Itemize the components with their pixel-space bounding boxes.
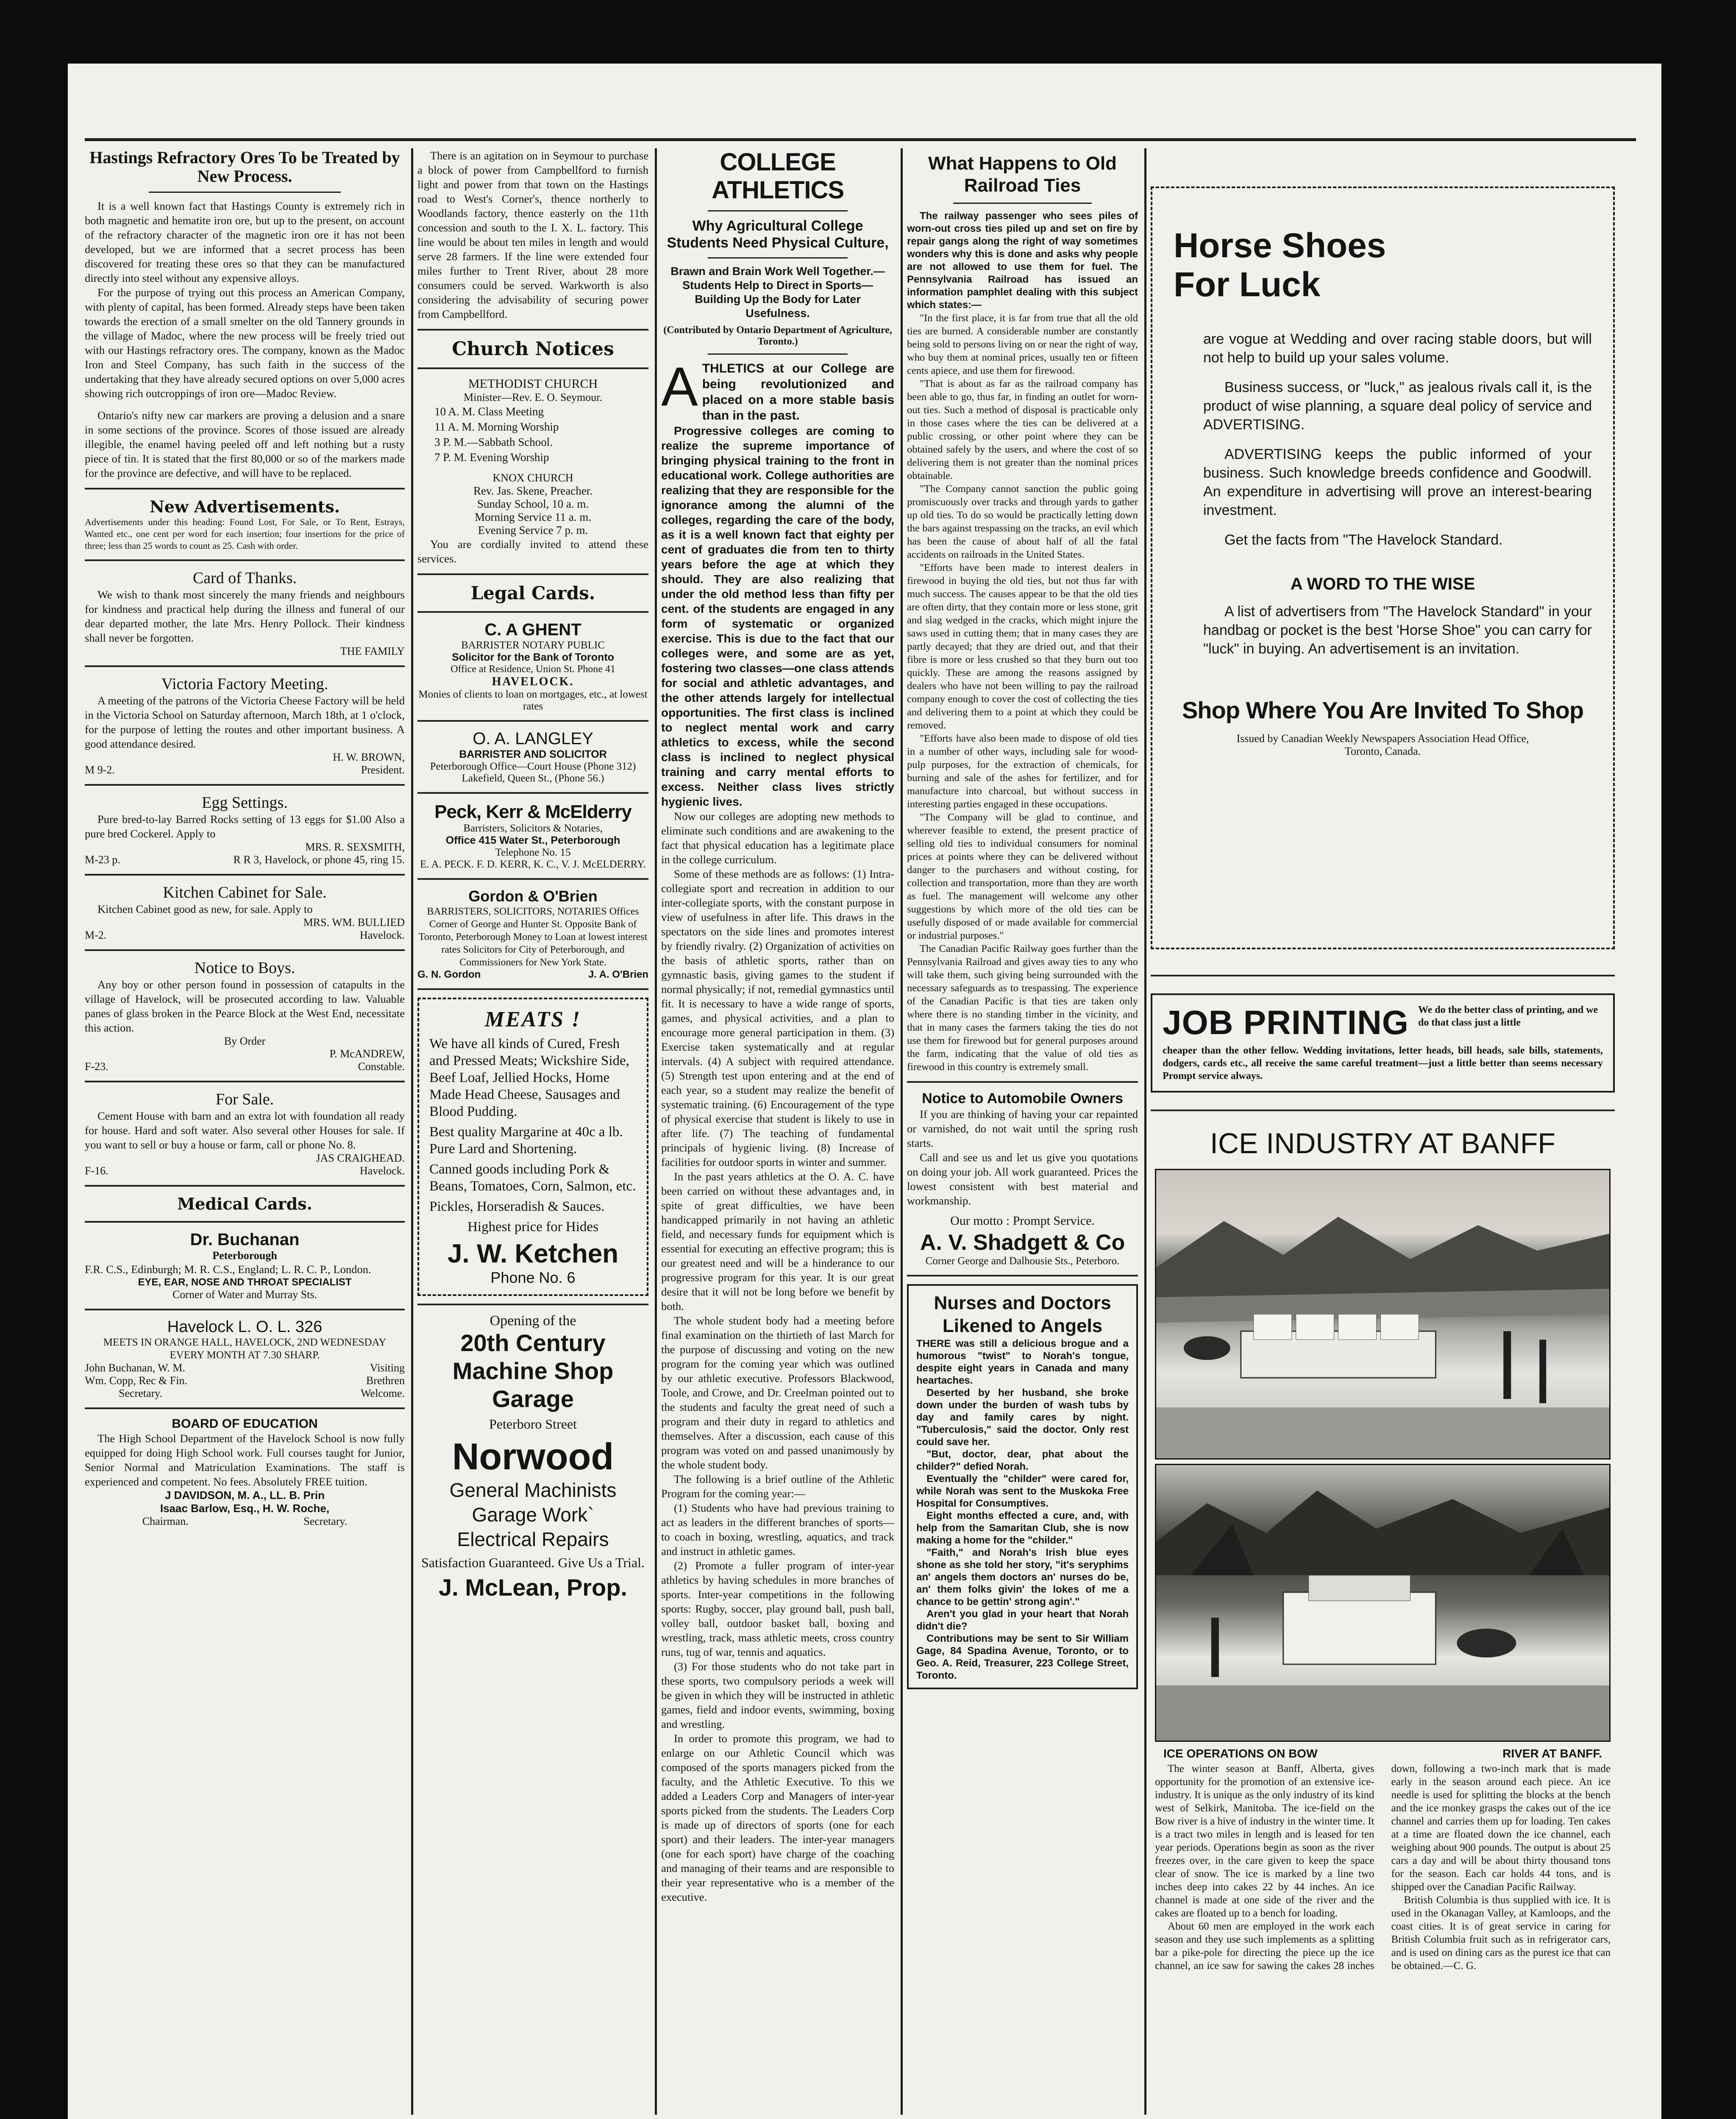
ad-text: We have all kinds of Cured, Fresh and Pressed Meats; Wickshire Side, Beef Loaf, Jellied Hocks, Home Made Head Cheese, Sausages and Blood Pudding. — [429, 1036, 629, 1119]
signature: MRS. WM. BULLIED — [303, 916, 405, 929]
section-title: New Advertisements. — [150, 497, 340, 516]
notice-code: M-23 p. — [85, 854, 120, 866]
ad-title: JOB PRINTING — [1163, 1004, 1409, 1041]
notice-role: President. — [361, 764, 405, 776]
ice-photo-top — [1155, 1169, 1611, 1460]
section-rule — [417, 878, 648, 880]
ice-scene-illustration — [1156, 1465, 1609, 1741]
ad-town: Norwood — [452, 1435, 614, 1477]
section-rule — [417, 988, 648, 990]
section-rule — [85, 874, 405, 876]
section-rule — [417, 611, 648, 613]
lodge-note: Welcome. — [360, 1387, 405, 1399]
article-paragraph: Now our colleges are adopting new methods to eliminate such conditions and are awakening to the fact that physical education has a legitimate place in the college curriculum. — [661, 810, 894, 866]
column-5 — [1151, 148, 1615, 2115]
lodge-line — [85, 1362, 405, 1374]
card-text: BARRISTERS, SOLICITORS, NOTARIES Offices Corner of George and Hunter St. Opposite Bank of Toronto, Peterborough Money to Loan at lowest interest rates Solicitors for City of Peterborough, and Commissioners for New York State. — [418, 906, 648, 968]
section-title: Notice to Boys. — [194, 959, 295, 977]
card-name: O. A. LANGLEY — [473, 729, 593, 748]
signature: P. McANDREW, — [329, 1048, 405, 1060]
service-item: Morning Service 11 a. m. — [475, 511, 591, 523]
article-paragraph: THLETICS at our College are being revolutionized and placed on a more stable basis than in the past. — [702, 362, 894, 423]
title-rule — [708, 353, 848, 355]
article-credit: (Contributed by Ontario Department of Agriculture, Toronto.) — [663, 325, 892, 347]
article-paragraph: Eventually the "childer" were cared for, while Norah was sent to the Muskoka Free Hospital for Consumptives. — [916, 1473, 1129, 1509]
article-title: Nurses and Doctors Likened to Angels — [934, 1293, 1111, 1336]
ad-service: Garage Work` — [472, 1504, 594, 1526]
article-paragraph: "But, doctor, dear, phat about the childer?" defied Norah. — [916, 1449, 1129, 1472]
section-title: Church Notices — [452, 338, 614, 360]
notice-footer — [85, 1165, 405, 1177]
scan-border-top — [0, 0, 1736, 64]
notice-text: A meeting of the patrons of the Victoria Cheese Factory will be held in the Victoria School on Saturday afternoon, March 18th, at 1 o'clock, for the purpose of letting the routes and other important business. A good attendance desired. — [85, 694, 405, 750]
section-rule — [417, 1304, 648, 1305]
article-paragraph: "The Company cannot sanction the public going promiscuously over tracks and through yards to gather up old ties. To do so would be practically letting down the bars against trespassing on the tracks, an evil which has been the cause of about half of all the fatal accidents on railroads in the United States. — [907, 483, 1138, 560]
card-office: Lakefield, Queen St., (Phone 56.) — [462, 773, 604, 784]
title-rule — [708, 257, 848, 259]
ad-title: Horse Shoes For Luck — [1174, 226, 1386, 304]
article-paragraph: "Efforts have also been made to dispose of old ties in a number of other ways, including sale for wood-pulp purposes, for the extraction of chemicals, for burning and sale of the ashes for fertilizer, and for manufacture into charcoal, but without success in interesting parties engaged in these occupations. — [907, 733, 1138, 810]
article-paragraph: About 60 men are employed in the work each season and they use such implements as a splitting bar a pike-pole for directing the piece up the ice channel, an ice saw for sawing the cakes 28 inches down, following a two-inch mark that is made early in the season around each piece. An ice needle is used for splitting the blocks at the bench and the ice monkey grasps the cakes out of the ice channel and carries them up for loading. Ten cakes at a time are floated down the ice channel, each weighing about 900 pounds. The output is about 25 cars a day and will be about thirty thousand tons for the season. Each car holds 44 tons, and is shipped over the Canadian Pacific Railway. — [1155, 1763, 1611, 1972]
notice-address: R R 3, Havelock, or phone 45, ring 15. — [233, 854, 405, 866]
partner-name: J. A. O'Brien — [588, 969, 648, 980]
column-4 — [907, 148, 1138, 2115]
church-name: KNOX CHURCH — [492, 472, 573, 484]
notice-by: By Order — [224, 1035, 266, 1047]
service-item: Evening Service 7 p. m. — [478, 524, 588, 537]
card-name: Dr. Buchanan — [190, 1230, 300, 1249]
notice-text: Pure bred-to-lay Barred Rocks setting of 13 eggs for $1.00 Also a pure bred Cockerel. Apply to — [85, 813, 405, 840]
notice-code: F-16. — [85, 1165, 108, 1177]
section-rule — [85, 559, 405, 561]
section-rule — [1151, 1110, 1615, 1111]
church-invite: You are cordially invited to attend these services. — [417, 538, 648, 565]
section-title: Card of Thanks. — [192, 569, 297, 587]
ad-text: are vogue at Wedding and over racing stable doors, but will not help to build up your sales volume. — [1203, 331, 1592, 366]
section-title: For Sale. — [215, 1090, 274, 1108]
lodge-line — [85, 1387, 405, 1400]
section-title: Kitchen Cabinet for Sale. — [163, 884, 327, 901]
article-title: Hastings Refractory Ores To be Treated by New Process. — [89, 148, 400, 186]
section-rule — [85, 1309, 405, 1310]
board-text: The High School Department of the Havelock School is now fully equipped for doing High School work. Full courses taught for Junior, Senior Normal and Matriculation Examinations. The staff is experienced and competent. No fees. Absolutely FREE tuition. — [85, 1432, 405, 1488]
ad-headline: Garage — [492, 1385, 574, 1412]
service-item: 7 P. M. Evening Worship — [434, 451, 549, 464]
caption-right: RIVER AT BANFF. — [1502, 1747, 1602, 1760]
section-rule — [1151, 975, 1615, 976]
section-rule — [417, 367, 648, 369]
ad-text: Canned goods including Pork & Beans, Tomatoes, Corn, Salmon, etc. — [429, 1162, 636, 1194]
column-rule — [901, 148, 903, 2115]
signature: THE FAMILY — [340, 645, 405, 657]
card-name: Gordon & O'Brien — [468, 887, 598, 905]
ad-phone: Phone No. 6 — [490, 1269, 576, 1286]
ad-text: Pickles, Horseradish & Sauces. — [429, 1199, 605, 1214]
title-rule — [708, 210, 848, 211]
card-office: Peterborough Office—Court House (Phone 312) — [430, 761, 636, 772]
notice-text: Advertisements under this heading: Found Lost, For Sale, or To Rent, Estrays, Wanted etc., one cent per word for each insertion; four insertions for the price of three; less than 25 words to count as 25. Cash with order. — [85, 517, 405, 551]
notice-place: Havelock. — [359, 929, 405, 941]
column-2 — [417, 148, 648, 2115]
ad-business-name: A. V. Shadgett & Co — [920, 1230, 1125, 1255]
article-paragraph: "In the first place, it is far from true that all the old ties are burned. A considerable number are constantly being sold to persons living on or near the right of way, who buy them at nominal prices, usually ten or fifteen cents apiece, and use them for firewood. — [907, 312, 1138, 376]
column-3 — [661, 148, 894, 2115]
section-title: Victoria Factory Meeting. — [161, 675, 328, 693]
service-item: 3 P. M.—Sabbath School. — [434, 436, 553, 448]
signature: JAS CRAIGHEAD. — [316, 1152, 405, 1164]
article-deck: Brawn and Brain Work Well Together.—Students Help to Direct in Sports—Building Up the Body for Later Usefulness. — [670, 265, 885, 320]
ad-text: Best quality Margarine at 40c a lb. Pure Lard and Shortening. — [429, 1124, 623, 1157]
article-paragraph: (1) Students who have had previous training to act as leaders in the different branches of sports—to coach in boxing, wrestling, aquatics, and track and instruct in athletic games. — [661, 1502, 894, 1557]
section-rule — [85, 784, 405, 786]
ad-header — [1163, 1004, 1603, 1042]
article-paragraph: "Efforts have been made to interest dealers in firewood in buying the old ties, but not thus far with much success. The causes appear to be that the old ties are often dirty, that they contain more or less stone, grit and slag wedged in the cracks, which might injure the saws used in cutting them; that in many cases they are partly decayed; that they are dried out, and that their fibre is more or less crushed so that they burn out too quickly. These are among the reasons assigned by dealers who have not been willing to pay the railroad company enough to cover the cost of collecting the ties and delivering them to a point at which they could be removed. — [907, 562, 1138, 731]
section-title: Egg Settings. — [202, 794, 288, 812]
article-paragraph: Deserted by her husband, she broke down under the burden of wash tubs by day and family cares by night. "Tuberculosis," said the doctor. Only rest could save her. — [916, 1387, 1129, 1448]
caption-left: ICE OPERATIONS ON BOW — [1163, 1747, 1318, 1760]
ad-business-name: J. W. Ketchen — [447, 1239, 619, 1268]
ice-scene-illustration — [1156, 1170, 1609, 1458]
section-rule — [85, 1407, 405, 1409]
card-partners: E. A. PECK. F. D. KERR, K. C., V. J. McELDERRY. — [420, 859, 646, 870]
notice-code: F-23. — [85, 1060, 108, 1073]
card-credentials: F.R. C.S., Edinburgh; M. R. C.S., England; L. R. C. P., London. — [85, 1263, 371, 1276]
ad-issuer: Issued by Canadian Weekly Newspapers Association Head Office, Toronto, Canada. — [1236, 732, 1529, 757]
photo-caption — [1163, 1747, 1602, 1760]
church-name: METHODIST CHURCH — [468, 377, 598, 391]
card-address: Corner of Water and Murray Sts. — [172, 1288, 317, 1301]
article-paragraph: Ontario's nifty new car markers are proving a delusion and a snare in some sections of the province. Scores of those issued are already illegible, the enamel having peeled off and left nothing but a rusty piece of tin. It is stated that the first 80,000 or so of the markers made for the province are defective, and will have to be replaced. — [85, 409, 405, 479]
card-role: BARRISTER NOTARY PUBLIC — [461, 640, 605, 651]
ad-text: Highest price for Hides — [467, 1219, 598, 1235]
ad-service: General Machinists — [449, 1479, 617, 1501]
ad-text: cheaper than the other fellow. Wedding invitations, letter heads, bill heads, sale bills, statements, dodgers, cards etc., all receive the same careful treatment—just a little better than seems necessary Prompt service always. — [1163, 1045, 1603, 1082]
notice-footer — [85, 764, 405, 776]
service-item: Sunday School, 10 a. m. — [477, 498, 589, 510]
title-rule — [953, 203, 1092, 204]
ad-proprietor: J. McLean, Prop. — [439, 1574, 627, 1601]
card-office: Office 415 Water St., Peterborough — [445, 834, 620, 846]
section-rule — [85, 1081, 405, 1082]
article-title: COLLEGE ATHLETICS — [711, 148, 844, 204]
title-rule — [149, 192, 341, 193]
section-rule — [85, 488, 405, 489]
article-paragraph: For the purpose of trying out this process an American Company, with plenty of capital, has been formed. Already steps have been taken towards the erection of a small smelter on the old Tannery grounds in the village of Madoc, where the new process will be freely tried out with our Hastings refractory ores. The company, known as the Madoc Iron and Steel Company, has such faith in the success of the undertaking that they have already secured options on over 5,000 acres showing rich outcroppings of iron ore—Madoc Review. — [85, 286, 405, 400]
ad-text: Satisfaction Guaranteed. Give Us a Trial. — [421, 1555, 645, 1570]
board-principal: J DAVIDSON, M. A., LL. B. Prin — [164, 1489, 325, 1502]
card-role: Barristers, Solicitors & Notaries, — [463, 823, 603, 834]
ad-text: Call and see us and let us give you quotations on doing your job. All work guaranteed. Prices the lowest consistent with best material and workmanship. — [907, 1151, 1138, 1207]
article-paragraph: "Faith," and Norah's Irish blue eyes shone as she told her story, "it's seryphims an' angels them doctors an' nurses do be, an' them folks givin' the lokes of me a chance to be gettin' strong agin'." — [916, 1547, 1129, 1607]
article-title: What Happens to Old Railroad Ties — [928, 153, 1117, 196]
card-town: HAVELOCK. — [492, 675, 574, 688]
ad-text: Business success, or "luck," as jealous rivals call it, is the product of wise planning, a square deal policy of service and ADVERTISING. — [1203, 379, 1592, 433]
horse-shoes-advertisement — [1151, 186, 1615, 949]
scan-border-right — [1661, 0, 1736, 2119]
card-bank: Solicitor for the Bank of Toronto — [452, 651, 614, 663]
ad-text: Get the facts from "The Havelock Standard. — [1224, 532, 1503, 548]
section-rule — [907, 1275, 1138, 1276]
ad-text: We do the better class of printing, and we do that class just a little — [1418, 1004, 1598, 1028]
article-paragraph: Aren't you glad in your heart that Norah didn't die? — [916, 1608, 1129, 1632]
drop-cap: A — [661, 356, 698, 417]
church-minister: Minister—Rev. E. O. Seymour. — [464, 391, 602, 403]
column-rule — [655, 148, 657, 2115]
service-list — [417, 404, 648, 465]
article-paragraph: The following is a brief outline of the Athletic Program for the coming year:— — [661, 1473, 894, 1500]
card-note: Monies of clients to loan on mortgages, etc., at lowest rates — [418, 689, 648, 712]
notice-text: Kitchen Cabinet good as new, for sale. Apply to — [97, 903, 313, 915]
ad-title: MEATS ! — [484, 1007, 581, 1032]
card-role: BARRISTER AND SOLICITOR — [459, 748, 607, 760]
article-paragraph: In order to promote this program, we had to enlarge on our Athletic Council which was composed of the sports managers picked from the faculty, and the Athletic Executive. To this we added a Leaders Corp and Managers of inter-year sports picked from the students. The Leaders Corp is made up of directors of sports (one for each sport) and their leaders. The inter-year managers (one for each sport) have charge of the coaching and managing of their teams and are responsible to their year representative who is a member of the executive. — [661, 1732, 894, 1903]
section-rule — [85, 1185, 405, 1187]
ad-service: Electrical Repairs — [457, 1528, 609, 1550]
ad-text: A list of advertisers from "The Havelock Standard" in your handbag or pocket is the best 'Horse Shoe" you can carry for "luck" in buying. An advertisement is an invitation. — [1203, 603, 1592, 657]
section-rule — [85, 665, 405, 667]
ad-slogan: Shop Where You Are Invited To Shop — [1182, 697, 1584, 723]
article-paragraph: (3) For those students who do not take part in these sports, two compulsory periods a week will be given in which they will be instructed in athletic games, field and indoor events, swimming, boxing and wrestling. — [661, 1660, 894, 1730]
service-item: 11 A. M. Morning Worship — [434, 420, 559, 433]
church-preacher: Rev. Jas. Skene, Preacher. — [473, 484, 593, 497]
page-top-rule — [85, 138, 1636, 141]
article-paragraph: Progressive colleges are coming to realize the supreme importance of bringing physical training to the front in educational work. College authorities are realizing that they are responsible for the ignorance among the alumni of the colleges, regarding the care of the body, as it is a well known fact that eighty per cent of graduates die from ten to thirty years before the age at which they should. They are also realizing that under the old method less than fifty per cent. of the students are engaged in any form of systematic or organized exercise. This is due to the fact that our colleges were, and some are as yet, fostering two classes—one class attends for social and athletic advantages, and the other attends largely for intellectual opportunities. The first class is inclined to neglect mental work and carry athletics to excess, while the second class is inclined to neglect physical training and carry mental efforts to excess. Neither class lives strictly hygienic lives. — [661, 424, 894, 808]
card-name: Peck, Kerr & McElderry — [434, 801, 632, 822]
notice-code: M 9-2. — [85, 764, 115, 776]
machine-shop-advertisement — [417, 1313, 648, 1601]
ad-title: Notice to Automobile Owners — [922, 1090, 1123, 1107]
section-rule — [907, 1081, 1138, 1083]
notice-code: M-2. — [85, 929, 107, 941]
lodge-officer: Wm. Copp, Rec & Fin. — [85, 1374, 187, 1387]
article-paragraph: "That is about as far as the railroad company has been able to go, thus far, in finding an outlet for worn-out ties. Such a method of disposal is practicable only in those cases where the ties can be delivered at a public crossing, or other point where they can be obtained safely by the users, and where the cost of so delivering them is not greater than the nominal prices obtainable. — [907, 378, 1138, 481]
job-printing-advertisement — [1151, 993, 1615, 1093]
meats-advertisement — [417, 998, 648, 1296]
scan-border-left — [0, 0, 68, 2119]
section-rule — [417, 792, 648, 794]
article-paragraph: The winter season at Banff, Alberta, gives opportunity for the promotion of an extensive ice-industry. It is unique as the only industry of its kind west of Selkirk, Manitoba. The ice-field on the Bow river is a hive of industry in the winter time. It is a tract two miles in length and is leased for ten year periods. Operations begin as soon as the river freezes over, in the care given to keep the space clear of snow. The ice is marked by a line two inches deep into cakes 22 by 44 inches. An ice channel is made at one side of the river and the cakes are floated up to a bench for loading. — [1155, 1763, 1374, 1919]
section-title: Legal Cards. — [470, 583, 595, 603]
notice-role: Constable. — [358, 1060, 405, 1073]
lodge-line — [85, 1374, 405, 1387]
article-paragraph: (2) Promote a fuller program of inter-year athletics by having schedules in more branches of sports. Inter-year competitions in the following sports: Rugby, soccer, play ground ball, push ball, volley ball, outdoor basket ball, boxing and wrestling, track, mass athletic meets, cross country runs, tug of war, tennis and aquatics. — [661, 1559, 894, 1658]
article-paragraph: Eight months effected a cure, and, with help from the Samaritan Club, she is now making a home for the "childer." — [916, 1510, 1129, 1546]
article-paragraph: The Canadian Pacific Railway goes further than the Pennsylvania Railroad and gives away ties to any who will take them, such giving being surrounded with the necessary safeguards as to trespassing. The experience of the Canadian Pacific is that ties are taken only where there is no standing timber in the vicinity, and that in many cases the farmers taking the ties do not use them for firewood but for general purposes around the farm, indicating that the value of old ties as firewood in this country is extremely small. — [907, 943, 1138, 1073]
ice-photo-bottom — [1155, 1464, 1611, 1742]
section-title: Medical Cards. — [177, 1194, 312, 1213]
article-paragraph: There is an agitation on in Seymour to purchase a block of power from Campbellford to furnish light and power from that town on the Hastings road to West's Corner's, thence northerly to Woodlands factory, thence easterly on the 11th concession and south to the I. X. L. factory. This line would be about ten miles in length and would serve 28 farmers. If the line were extended four miles further to Trent River, about 28 more consumers could be served. Warkworth is also considering the advisability of securing power from Campbellford. — [417, 149, 648, 320]
section-rule — [85, 949, 405, 951]
notice-text: Any boy or other person found in possession of catapults in the village of Havelock, will be prosecuted according to law. Valuable panes of glass broken in the Pearce Block at the West End, necessitate this action. — [85, 978, 405, 1034]
service-item: 10 A. M. Class Meeting — [434, 405, 544, 418]
signature: H. W. BROWN, — [333, 751, 405, 763]
card-office: Office at Residence, Union St. Phone 41 — [451, 664, 615, 675]
section-rule — [85, 1221, 405, 1223]
article-paragraph: Contributions may be sent to Sir William Gage, 84 Spadina Avenue, Toronto, or to Geo. A. Reid, Treasurer, 223 College Street, Toronto. — [916, 1633, 1129, 1681]
lodge-officer: John Buchanan, W. M. — [85, 1362, 185, 1374]
card-specialty: EYE, EAR, NOSE AND THROAT SPECIALIST — [138, 1276, 352, 1288]
board-officers: Isaac Barlow, Esq., H. W. Roche, — [160, 1502, 330, 1515]
ad-text: If you are thinking of having your car repainted or varnished, do not wait until the spring rush starts. — [907, 1108, 1138, 1149]
article-lead — [661, 356, 894, 423]
article-paragraph: "The Company will be glad to continue, and wherever feasible to extend, the present practice of selling old ties to individual consumers for nominal prices at points where they can be delivered without danger to the purchasers and without costing, for collection and transportation, more than they are worth as fuel. The management will welcome any other suggestions by which more of the old ties can be usefully disposed of or made available for commercial or industrial purposes." — [907, 812, 1138, 941]
section-rule — [417, 573, 648, 575]
notice-footer — [85, 1060, 405, 1073]
card-name: C. A GHENT — [484, 620, 581, 639]
board-title: BOARD OF EDUCATION — [172, 1417, 318, 1431]
lodge-title: Havelock L. O. L. 326 — [167, 1318, 323, 1336]
article-paragraph: THERE was still a delicious brogue and a humorous "twist" to Norah's tongue, despite eight years in Canada and many heartaches. — [916, 1338, 1129, 1386]
ad-subheading: A WORD TO THE WISE — [1290, 575, 1475, 593]
lodge-text: MEETS IN ORANGE HALL, HAVELOCK, 2ND WEDNESDAY EVERY MONTH AT 7.30 SHARP. — [103, 1337, 387, 1361]
ad-text: Opening of the — [490, 1313, 576, 1329]
card-phone: Telephone No. 15 — [495, 847, 571, 858]
ad-address: Corner George and Dalhousie Sts., Peterboro. — [925, 1255, 1120, 1267]
column-rule — [411, 148, 413, 2115]
ad-text: Peterboro Street — [489, 1416, 577, 1432]
article-paragraph: Some of these methods are as follows: (1) Intra-collegiate sport and recreation in addition to our inter-collegiate sports, with the constant purpose in view of usefulness in after life. This draws in the spectators on the side lines and promotes interest by friendly rivalry. (2) Organization of activities on the basis of athletic sports, rather than on gymnastic basis, giving games to the student if normal physically; if not, remedial gymnastics until fit. It is necessary to have a wide range of sports, games, and physical activities, and a plan to encourage more general participation in them. (3) Exercise taken systematically and at regular intervals. (4) A subject with required attendance. (5) Strength test upon entering and at the end of each year, so a student may realize the benefit of systematic training. (6) Encouragement of the type of physical exercise that student is likely to use in after life. (7) The teaching of fundamental principals of hygienic living. (8) Increase of facilities for outdoor sports in winter and summer. — [661, 868, 894, 1168]
article-paragraph: British Columbia is thus supplied with ice. It is used in the Okanagan Valley, at Kamloops, and the coast cities. It is of great service in caring for British Columbia fruit such as in refrigerator cars, and is used on dining cars as the purest ice that can be obtained.—C. G. — [1391, 1894, 1611, 1972]
article-paragraph: The railway passenger who sees piles of worn-out cross ties piled up and set on fire by repair gangs along the right of way sometimes wonders why this is done and asks why people are not allowed to use them for fuel. The Pennsylvania Railroad has issued an information pamphlet dealing with this subject which states:— — [907, 210, 1138, 311]
notice-footer — [85, 929, 405, 942]
article-paragraph: The whole student body had a meeting before final examination on the thirtieth of last March for the purpose of discussing and voting on the new program for the coming year which was outlined by our athletic executive. Professors Blackwood, Toole, and Crowe, and Dr. Creelman pointed out to the students and faculty the great need of such a program and their duty in regard to athletics and themselves. After a discussion, each cause of this program was voted on and passed unanimously by the whole student body. — [661, 1314, 894, 1471]
signature: MRS. R. SEXSMITH, — [305, 841, 405, 853]
lodge-officer: Secretary. — [119, 1387, 162, 1399]
board-role: Chairman. — [142, 1515, 189, 1527]
nurses-article-box — [907, 1284, 1138, 1689]
notice-place: Havelock. — [359, 1165, 405, 1177]
notice-text: Cement House with barn and an extra lot with foundation all ready for house. Hard and soft water. Also several other Houses for sale. If you want to sell or buy a house or farm, call or phone No. 8. — [85, 1110, 405, 1151]
article-paragraph: In the past years athletics at the O. A. C. have been carried on without these advantages and, in spite of great difficulties, we have been handicapped primarily in not having an athletic field, and necessary funds for equipment which is essential for executing an effective program; this is our greatest need and will be a hinderance to our progressive program for this year. It is our great desire that it will not be long before we benefit by both. — [661, 1170, 894, 1313]
board-roles — [85, 1515, 405, 1528]
ice-article-body — [1155, 1762, 1611, 1972]
section-rule — [417, 720, 648, 722]
notice-footer — [85, 854, 405, 866]
article-title: ICE INDUSTRY AT BANFF — [1210, 1127, 1555, 1160]
card-city: Peterborough — [212, 1249, 277, 1262]
ad-headline: Machine Shop — [452, 1357, 614, 1384]
ad-headline: 20th Century — [460, 1329, 606, 1356]
notice-text: We wish to thank most sincerely the many friends and neighbours for kindness and practical help during the illness and funeral of our dear departed mother, the late Mrs. Henry Pollock. Their kindness shall never be forgotten. — [85, 588, 405, 644]
card-partners — [417, 969, 648, 981]
lodge-note: Visiting — [370, 1362, 405, 1374]
column-rule — [1144, 148, 1146, 2115]
article-paragraph: It is a well known fact that Hastings County is extremely rich in both magnetic and hematite iron ore, but up to the present, on account of the refractory character of the magnetic iron ore it has not been developed, but we are informed that a secret process has been discovered for treating these ores so that they can be manufactured directly into steel without any expensive alloys. — [85, 200, 405, 284]
board-role: Secretary. — [303, 1515, 348, 1527]
lodge-note: Brethren — [366, 1374, 405, 1387]
ad-text: ADVERTISING keeps the public informed of your business. Such knowledge breeds confidence and Goodwill. An expenditure in advertising will prove an interest-bearing investment. — [1203, 446, 1592, 518]
partner-name: G. N. Gordon — [417, 969, 481, 980]
column-1 — [85, 148, 405, 2115]
section-rule — [417, 329, 648, 331]
ad-motto: Our motto : Prompt Service. — [950, 1214, 1095, 1228]
article-subtitle: Why Agricultural College Students Need Physical Culture, — [667, 218, 889, 251]
